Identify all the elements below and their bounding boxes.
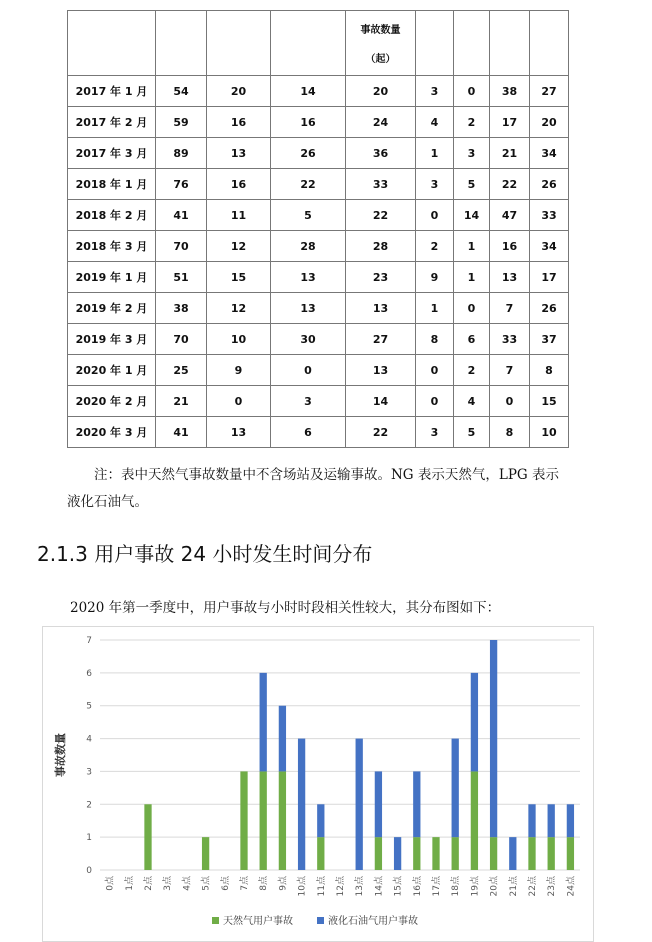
intro-paragraph: 2020 年第一季度中，用户事故与小时时段相关性较大，其分布图如下： [70, 600, 501, 616]
table-cell: 28 [271, 231, 346, 262]
x-tick-label: 10点 [297, 876, 308, 897]
x-tick-label: 4点 [182, 876, 193, 891]
table-header-cell-accident-count [346, 11, 416, 76]
bar-natural-gas [432, 837, 439, 870]
header-label-line2: （起） [365, 54, 396, 65]
bar-lpg [548, 804, 555, 837]
bar-natural-gas [548, 837, 555, 870]
x-tick-label: 22点 [528, 876, 538, 897]
section-title: 2.1.3 用户事故 24 小时发生时间分布 [37, 542, 373, 566]
table-cell: 36 [346, 138, 416, 169]
bar-lpg [298, 739, 305, 870]
bar-lpg [317, 804, 324, 837]
row-label-cell: 2019 年 1 月 [68, 262, 156, 293]
table-cell: 1 [454, 231, 490, 262]
row-label-cell: 2018 年 2 月 [68, 200, 156, 231]
table-cell: 22 [490, 169, 530, 200]
table-cell: 6 [271, 417, 346, 448]
bar-lpg [394, 837, 401, 870]
y-tick-label: 5 [86, 701, 92, 712]
table-row [68, 231, 569, 262]
y-axis-label: 事故数量 [54, 733, 67, 777]
table-cell: 34 [530, 231, 569, 262]
table-cell: 1 [416, 293, 454, 324]
table-cell: 21 [156, 386, 207, 417]
table-cell: 22 [346, 417, 416, 448]
bar-lpg [413, 771, 420, 837]
note-text-1: 注：表中天然气事故数量中不含场站及运输事故。NG 表示天然气，LPG 表示 [94, 467, 560, 483]
table-cell: 26 [271, 138, 346, 169]
table-cell: 14 [346, 386, 416, 417]
table-cell: 8 [490, 417, 530, 448]
table-cell: 70 [156, 324, 207, 355]
table-cell: 20 [346, 76, 416, 107]
table-cell: 3 [416, 169, 454, 200]
table-cell: 7 [490, 355, 530, 386]
x-tick-label: 23点 [547, 876, 558, 897]
bar-lpg [356, 739, 363, 870]
table-cell: 0 [416, 386, 454, 417]
table-cell: 20 [530, 107, 569, 138]
x-tick-label: 11点 [316, 876, 327, 897]
legend-label-lpg: 液化石油气用户事故 [328, 916, 418, 927]
table-row [68, 107, 569, 138]
table-cell: 5 [454, 417, 490, 448]
table-cell: 70 [156, 231, 207, 262]
bar-natural-gas [471, 771, 478, 870]
table-cell: 24 [346, 107, 416, 138]
table-cell: 8 [530, 355, 569, 386]
row-label-cell: 2020 年 3 月 [68, 417, 156, 448]
bar-lpg [375, 771, 382, 837]
row-label-cell: 2019 年 2 月 [68, 293, 156, 324]
table-cell: 11 [207, 200, 271, 231]
x-tick-label: 13点 [355, 876, 366, 897]
row-label-cell: 2020 年 1 月 [68, 355, 156, 386]
table-cell: 15 [207, 262, 271, 293]
table-cell: 22 [346, 200, 416, 231]
row-label-cell: 2017 年 1 月 [68, 76, 156, 107]
x-tick-label: 5点 [201, 876, 212, 891]
table-note [67, 462, 587, 516]
table-cell: 26 [530, 169, 569, 200]
table-cell: 12 [207, 293, 271, 324]
table-cell: 16 [490, 231, 530, 262]
bar-natural-gas [375, 837, 382, 870]
bar-lpg [471, 673, 478, 772]
y-tick-label: 4 [86, 734, 92, 745]
table-cell: 2 [416, 231, 454, 262]
table-cell: 1 [454, 262, 490, 293]
y-tick-label: 0 [86, 866, 92, 876]
note-line-2: 液化石油气。 [67, 494, 148, 510]
table-cell: 54 [156, 76, 207, 107]
bar-natural-gas [413, 837, 420, 870]
table-header-cell [271, 11, 346, 76]
bar-lpg [567, 804, 574, 837]
x-tick-label: 3点 [163, 876, 174, 891]
table-header-cell [68, 11, 156, 76]
row-label-cell: 2017 年 3 月 [68, 138, 156, 169]
table-cell: 2 [454, 355, 490, 386]
table-body [68, 76, 569, 448]
table-cell: 23 [346, 262, 416, 293]
y-tick-label: 7 [86, 636, 92, 646]
y-tick-label: 6 [86, 668, 92, 679]
table-cell: 13 [207, 417, 271, 448]
table-cell: 3 [271, 386, 346, 417]
table-cell: 0 [271, 355, 346, 386]
x-tick-label: 17点 [432, 876, 442, 897]
table-cell: 22 [271, 169, 346, 200]
row-label-cell: 2018 年 3 月 [68, 231, 156, 262]
table-cell: 0 [490, 386, 530, 417]
bar-natural-gas [317, 837, 324, 870]
table-cell: 26 [530, 293, 569, 324]
legend-swatch-natural-gas [212, 917, 219, 924]
table-cell: 38 [490, 76, 530, 107]
table-cell: 0 [454, 293, 490, 324]
table-cell: 16 [271, 107, 346, 138]
x-tick-label: 12点 [336, 876, 346, 897]
table-cell: 89 [156, 138, 207, 169]
table-row [68, 355, 569, 386]
table-cell: 16 [207, 169, 271, 200]
table-cell: 13 [271, 262, 346, 293]
table-cell: 9 [207, 355, 271, 386]
table-cell: 3 [416, 417, 454, 448]
table-row [68, 138, 569, 169]
table-cell: 14 [454, 200, 490, 231]
table-row [68, 386, 569, 417]
table-row [68, 417, 569, 448]
x-tick-label: 7点 [240, 876, 250, 891]
table-cell: 37 [530, 324, 569, 355]
x-tick-label: 2点 [144, 876, 154, 891]
table-cell: 25 [156, 355, 207, 386]
table-cell: 0 [416, 355, 454, 386]
table-header-cell [454, 11, 490, 76]
x-tick-label: 21点 [508, 876, 519, 897]
table-cell: 2 [454, 107, 490, 138]
table-header-cell [530, 11, 569, 76]
hourly-accident-chart [42, 626, 594, 942]
x-tick-label: 20点 [489, 876, 500, 897]
table-cell: 0 [416, 200, 454, 231]
table-cell: 13 [346, 293, 416, 324]
table-cell: 21 [490, 138, 530, 169]
table-cell: 4 [454, 386, 490, 417]
note-line-1 [67, 462, 587, 489]
table-cell: 9 [416, 262, 454, 293]
table-cell: 3 [454, 138, 490, 169]
table-cell: 51 [156, 262, 207, 293]
accident-data-table [67, 10, 569, 448]
bar-natural-gas [144, 804, 151, 870]
table-row [68, 169, 569, 200]
table-cell: 6 [454, 324, 490, 355]
table-cell: 14 [271, 76, 346, 107]
table-cell: 59 [156, 107, 207, 138]
table-cell: 4 [416, 107, 454, 138]
table-cell: 0 [207, 386, 271, 417]
table-header-cell [156, 11, 207, 76]
bar-lpg [509, 837, 516, 870]
row-label-cell: 2019 年 3 月 [68, 324, 156, 355]
table-row [68, 293, 569, 324]
table-cell: 41 [156, 200, 207, 231]
table-cell: 33 [490, 324, 530, 355]
table-cell: 33 [530, 200, 569, 231]
table-cell: 27 [346, 324, 416, 355]
table-cell: 41 [156, 417, 207, 448]
table-cell: 27 [530, 76, 569, 107]
table-cell: 10 [530, 417, 569, 448]
row-label-cell: 2017 年 2 月 [68, 107, 156, 138]
bar-natural-gas [279, 771, 286, 870]
table-cell: 13 [271, 293, 346, 324]
table-cell: 12 [207, 231, 271, 262]
x-tick-label: 0点 [105, 876, 116, 891]
table-header-row [68, 11, 569, 76]
table-header-cell [416, 11, 454, 76]
bar-natural-gas [452, 837, 459, 870]
y-tick-label: 2 [86, 800, 92, 811]
table-cell: 16 [207, 107, 271, 138]
table-cell: 20 [207, 76, 271, 107]
x-tick-label: 18点 [451, 876, 462, 897]
table-header-cell [207, 11, 271, 76]
table-cell: 28 [346, 231, 416, 262]
table-cell: 13 [490, 262, 530, 293]
table-cell: 5 [271, 200, 346, 231]
table-cell: 0 [454, 76, 490, 107]
x-tick-label: 15点 [393, 876, 404, 897]
x-tick-label: 6点 [220, 876, 231, 891]
table-cell: 17 [530, 262, 569, 293]
table-cell: 33 [346, 169, 416, 200]
bar-natural-gas [202, 837, 209, 870]
bar-natural-gas [528, 837, 535, 870]
legend-label-natural-gas: 天然气用户事故 [223, 916, 293, 927]
table-cell: 76 [156, 169, 207, 200]
bar-lpg [452, 739, 459, 838]
y-tick-label: 3 [86, 767, 92, 778]
bar-natural-gas [260, 771, 267, 870]
row-label-cell: 2020 年 2 月 [68, 386, 156, 417]
table-cell: 15 [530, 386, 569, 417]
table-cell: 38 [156, 293, 207, 324]
bar-natural-gas [567, 837, 574, 870]
table-cell: 5 [454, 169, 490, 200]
x-tick-label: 1点 [124, 876, 135, 891]
chart-svg [42, 626, 594, 942]
bar-lpg [260, 673, 267, 772]
table-cell: 47 [490, 200, 530, 231]
x-tick-label: 8点 [259, 876, 270, 891]
table-cell: 13 [207, 138, 271, 169]
row-label-cell: 2018 年 1 月 [68, 169, 156, 200]
bar-natural-gas [490, 837, 497, 870]
table-cell: 13 [346, 355, 416, 386]
x-tick-label: 16点 [412, 876, 423, 897]
x-tick-label: 24点 [566, 876, 577, 897]
table-cell: 8 [416, 324, 454, 355]
table-cell: 3 [416, 76, 454, 107]
bar-natural-gas [240, 771, 247, 870]
x-tick-label: 9点 [278, 876, 289, 891]
bar-lpg [528, 804, 535, 837]
header-label-line1: 事故数量 [360, 25, 401, 36]
bar-lpg [490, 640, 497, 837]
table-cell: 1 [416, 138, 454, 169]
table-row [68, 200, 569, 231]
table-cell: 7 [490, 293, 530, 324]
x-tick-label: 14点 [374, 876, 385, 897]
table-row [68, 324, 569, 355]
table-row [68, 76, 569, 107]
y-tick-label: 1 [86, 833, 92, 844]
table-cell: 34 [530, 138, 569, 169]
bar-lpg [279, 706, 286, 772]
table-cell: 17 [490, 107, 530, 138]
table-row [68, 262, 569, 293]
x-tick-label: 19点 [470, 876, 481, 897]
table-cell: 10 [207, 324, 271, 355]
legend-swatch-lpg [317, 917, 324, 924]
table-header-cell [490, 11, 530, 76]
table-cell: 30 [271, 324, 346, 355]
